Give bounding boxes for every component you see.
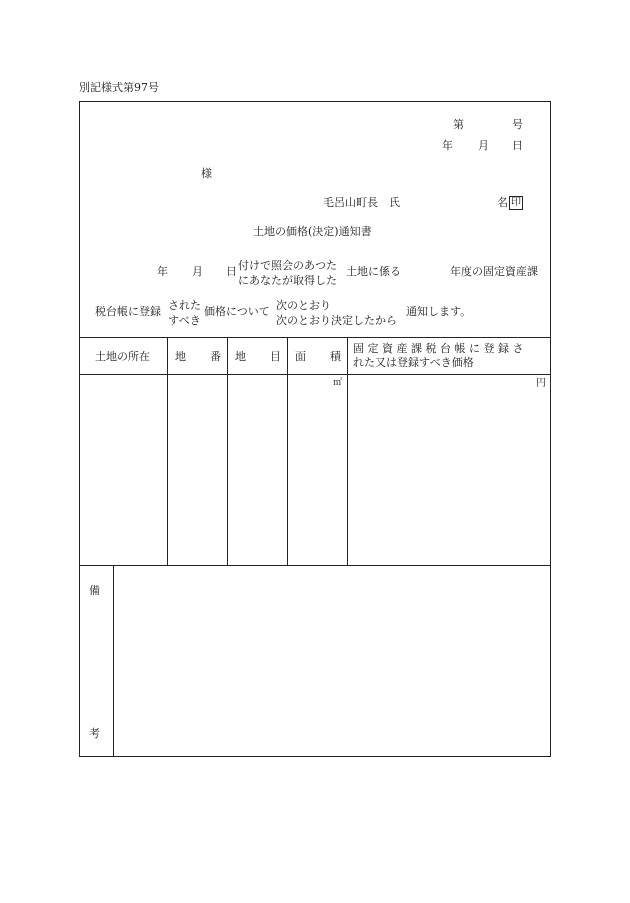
document-number-suffix: 号 [512, 118, 523, 131]
table-top-rule [79, 337, 551, 338]
addressee-honorific: 様 [201, 167, 212, 180]
column-divider-3 [287, 337, 288, 565]
seal-mark: 印 [511, 197, 521, 208]
column-divider-4 [347, 337, 348, 565]
column-divider-2 [227, 337, 228, 565]
inquiry-phrase-stack [238, 258, 337, 288]
form-frame [79, 101, 551, 757]
inquiry-phrase-line1: 付けで照会のあつた [238, 259, 337, 272]
notify-text: 通知します。 [406, 305, 472, 318]
remarks-divider [113, 565, 114, 757]
decision-phrase-stack [276, 298, 397, 328]
date-month-label: 月 [478, 139, 489, 152]
price-about-text: 価格について [204, 305, 270, 318]
decision-phrase-line1: 次のとおり [276, 299, 331, 312]
column-divider-1 [167, 337, 168, 565]
header-price-line2: れた又は登録すべき価格 [353, 356, 474, 369]
issuer-name-label: 名 [497, 196, 508, 209]
land-relating-text: 土地に係る [346, 265, 401, 278]
document-title: 土地の価格(決定)通知書 [253, 225, 372, 238]
form-number: 別記様式第97号 [79, 81, 159, 94]
header-price-line1: 固 定 資 産 課 税 台 帳 に 登 録 さ [353, 342, 524, 355]
date-day-label: 日 [512, 139, 523, 152]
registration-status-line1: された [168, 299, 201, 312]
table-header-rule [79, 374, 551, 375]
header-area-char1: 面 [295, 350, 306, 363]
registration-status-line2: すべき [168, 314, 201, 327]
header-chiban-char2: 番 [210, 350, 221, 363]
registration-status-stack [168, 298, 201, 328]
header-chimoku-char2: 目 [270, 350, 281, 363]
header-chimoku-char1: 地 [235, 350, 246, 363]
inquiry-year-label: 年 [157, 265, 168, 278]
header-location: 土地の所在 [95, 350, 150, 363]
area-unit: ㎡ [333, 378, 343, 388]
header-chiban-char1: 地 [175, 350, 186, 363]
inquiry-day-label: 日 [226, 265, 237, 278]
header-price-stack [353, 342, 523, 370]
price-unit: 円 [536, 378, 546, 389]
remarks-label-top: 備 [89, 584, 100, 597]
remarks-label-bottom: 考 [89, 727, 100, 740]
issuer-title: 毛呂山町長 氏 [323, 196, 400, 209]
fiscal-year-text: 年度の固定資産課 [450, 265, 538, 278]
decision-phrase-line2: 次のとおり決定したから [276, 314, 397, 327]
inquiry-month-label: 月 [192, 265, 203, 278]
header-area-char2: 積 [330, 350, 341, 363]
document-number-prefix: 第 [453, 118, 464, 131]
inquiry-phrase-line2: にあなたが取得した [238, 274, 337, 287]
table-bottom-rule [79, 565, 551, 566]
date-year-label: 年 [442, 139, 453, 152]
ledger-registered-text: 税台帳に登録 [95, 305, 161, 318]
